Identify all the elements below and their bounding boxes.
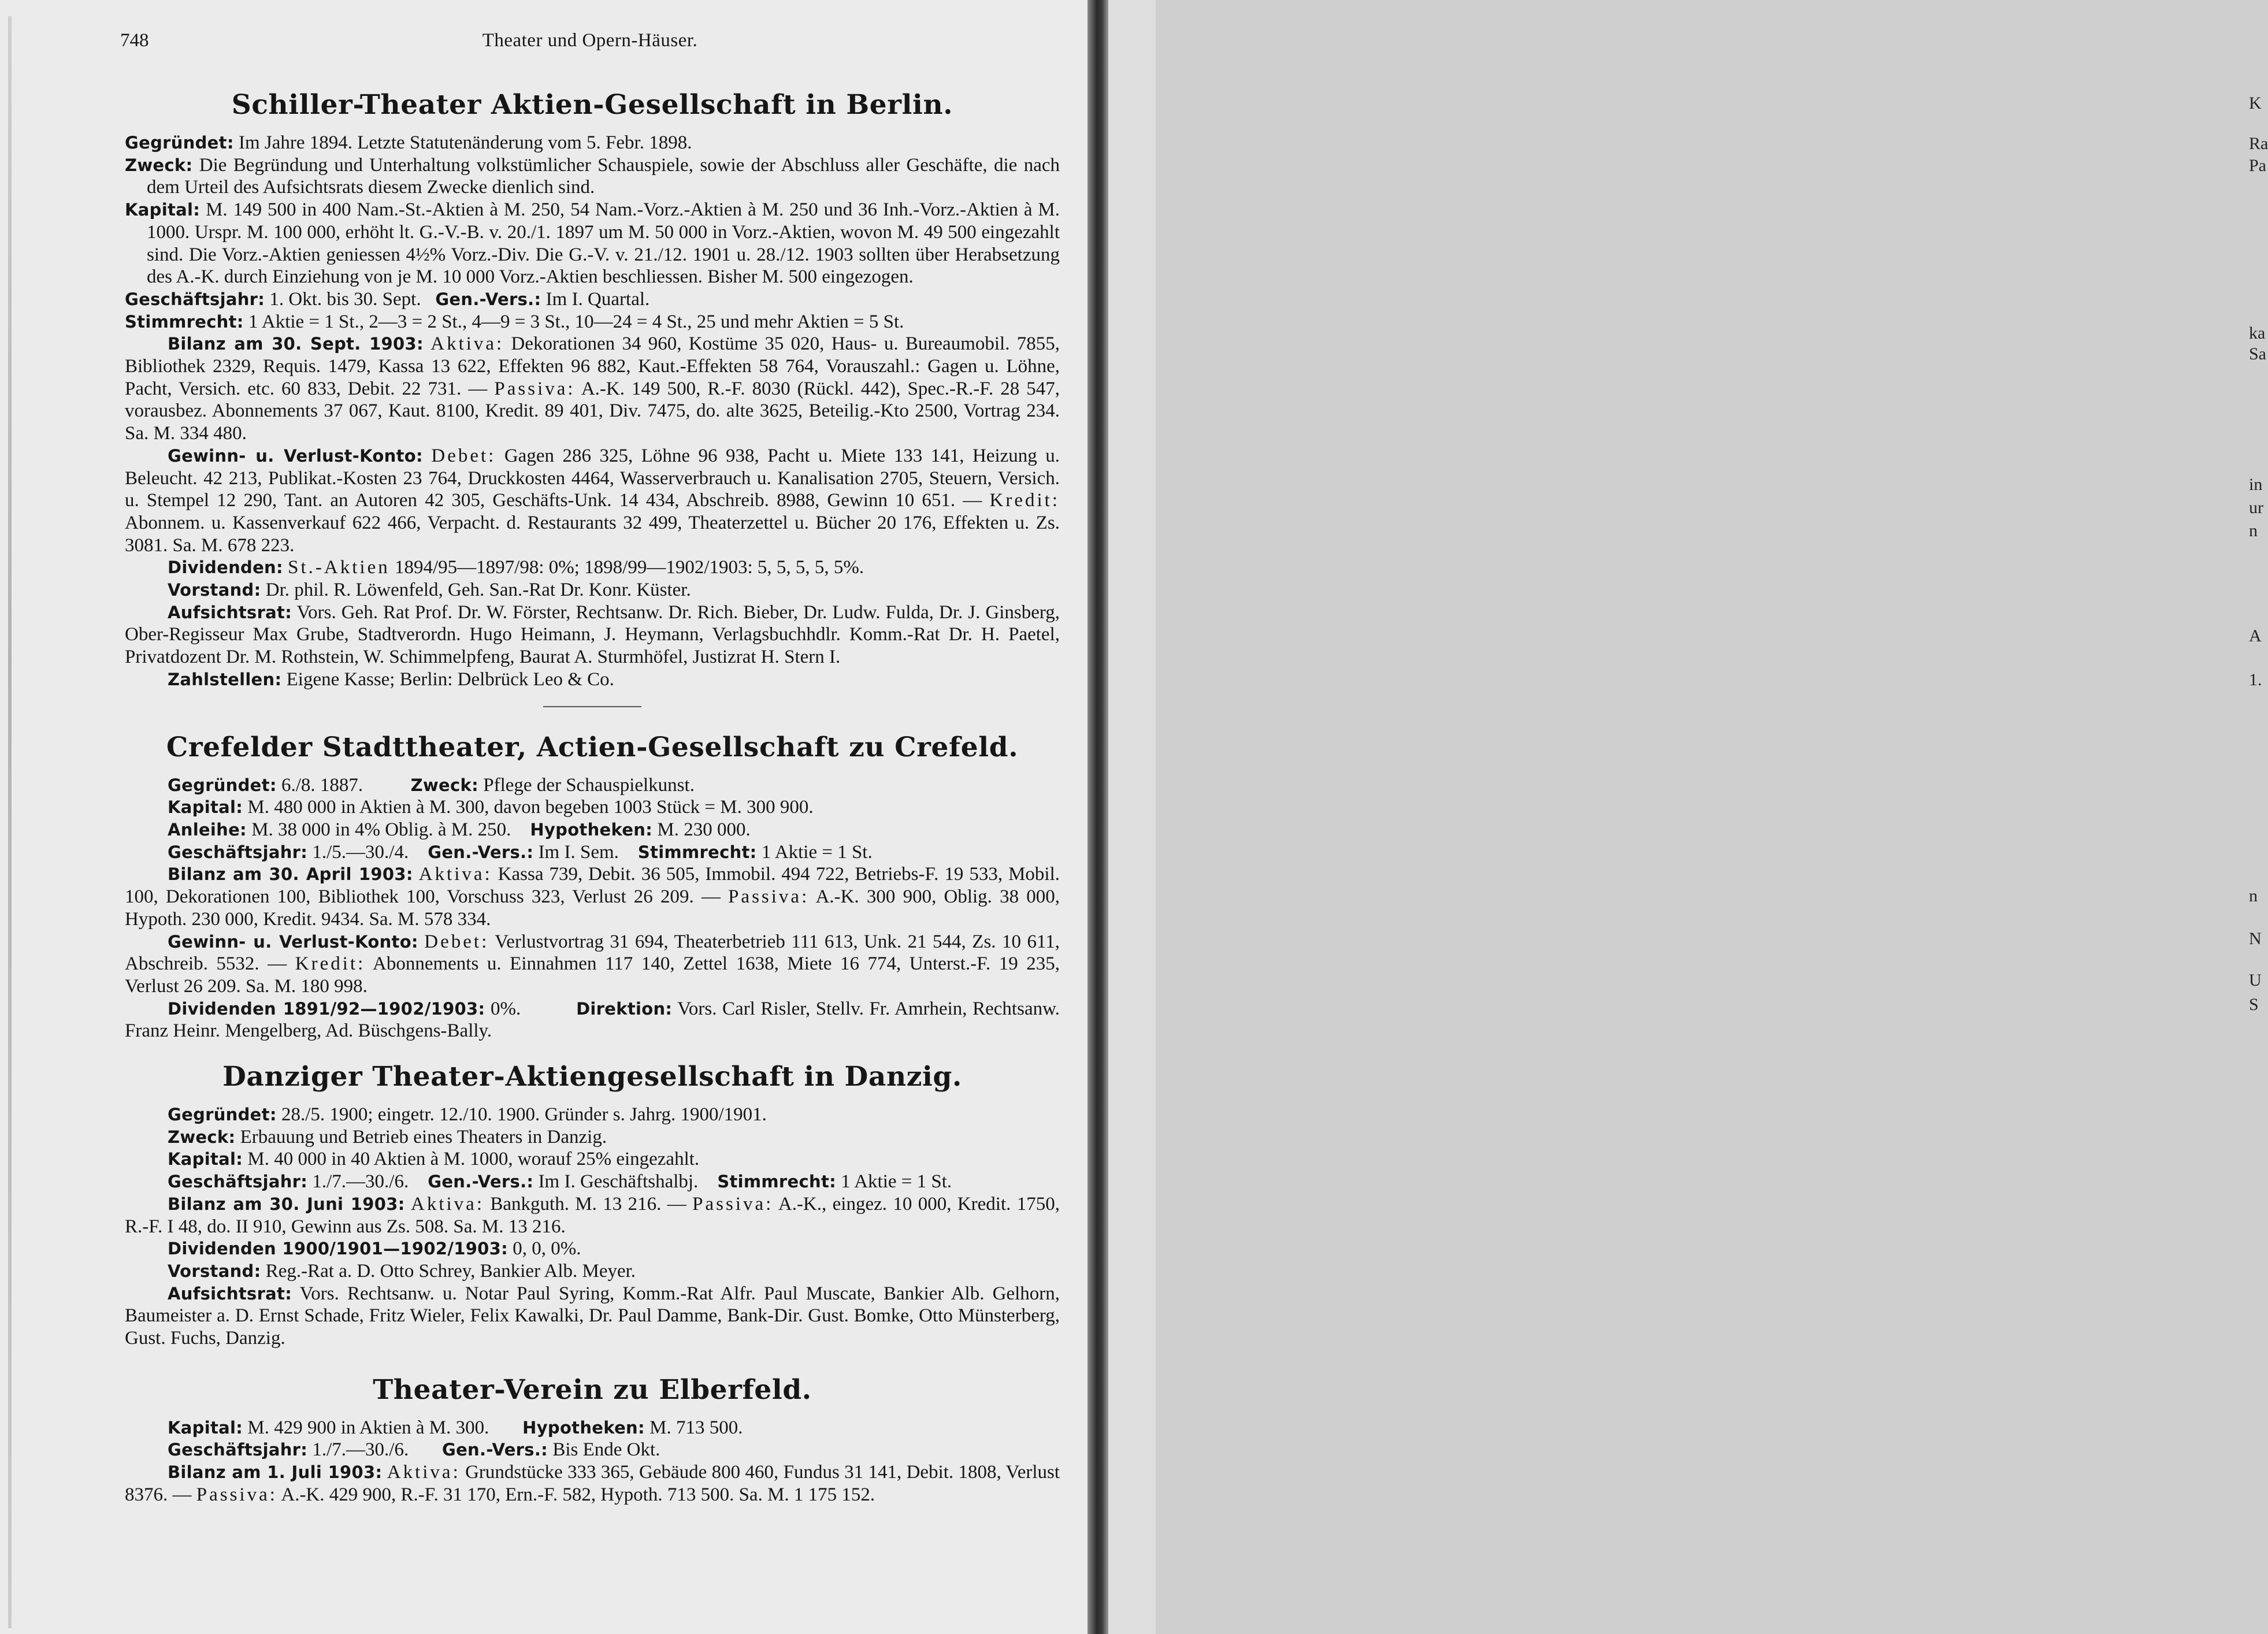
edge-fragment: in [2249, 475, 2263, 494]
stimmrecht-line: Stimmrecht: 1 Aktie = 1 St., 2—3 = 2 St., 4—9 = 3 St., 10—24 = 4 St., 25 und mehr Aktien = 5 St. [125, 311, 904, 332]
kapital-line: Kapital: M. 40 000 in 40 Aktien à M. 1000, worauf 25% eingezahlt. [168, 1149, 700, 1170]
bilanz-paragraph: Bilanz am 30. April 1903: Aktiva: Kassa 739, Debit. 36 505, Immobil. 494 722, Betriebs-F. 19 533, Mobil. 100, Dekorationen 100, Bibliothek 100, Vorschuss 323, Verlust 26 209. — Passiva: A.-K. 300 900, Oblig. 38 000, Hypoth. 230 000, Kredit. 9434. Sa. M. 578 334. [125, 864, 1060, 930]
bilanz-paragraph: Bilanz am 30. Sept. 1903: Aktiva: Dekorationen 34 960, Kostüme 35 020, Haus- u. Bureaumobil. 7855, Bibliothek 2329, Requis. 1479, Kassa 13 622, Effekten 96 882, Kaut.-Effekten 58 764, Vorauszahl.: Gagen u. Löhne, Pacht, Versich. etc. 60 833, Debit. 22 731. — Passiva: A.-K. 149 500, R.-F. 8030 (Rückl. 442), Spec.-R.-F. 28 547, vorausbez. Abonnements 37 067, Kaut. 8100, Kredit. 89 401, Div. 7475, do. alte 3625, Beteilig.-Kto 2500, Vortrag 234. Sa. M. 334 480. [125, 333, 1060, 444]
dividenden-line: Dividenden: St.-Aktien 1894/95—1897/98: 0%; 1898/99—1902/1903: 5, 5, 5, 5, 5%. [168, 557, 864, 578]
entry-title: Crefelder Stadttheater, Actien-Gesellschaft zu Crefeld. [166, 731, 1019, 763]
edge-fragment: Ra [2249, 134, 2268, 153]
book-page [0, 0, 1089, 1634]
edge-fragment: 1. [2249, 670, 2262, 689]
kapital-line: Kapital: M. 429 900 in Aktien à M. 300. Hypotheken: M. 713 500. [168, 1417, 743, 1438]
gegruendet-line: Gegründet: 28./5. 1900; eingetr. 12./10. 1900. Gründer s. Jahrg. 1900/1901. [168, 1104, 767, 1126]
edge-fragment: n [2249, 886, 2258, 905]
edge-fragment: N [2249, 929, 2262, 948]
entry-title: Theater-Verein zu Elberfeld. [373, 1373, 812, 1406]
bilanz-paragraph: Bilanz am 30. Juni 1903: Aktiva: Bankguth. M. 13 216. — Passiva: A.-K., eingez. 10 000, Kredit. 1750, R.-F. I 48, do. II 910, Gewinn aus Zs. 508. Sa. M. 13 216. [125, 1193, 1060, 1237]
geschaeftsjahr-line: Geschäftsjahr: 1. Okt. bis 30. Sept. Gen.-Vers.: Im I. Quartal. [125, 288, 650, 310]
zweck-line: Zweck: Erbauung und Betrieb eines Theaters in Danzig. [168, 1126, 607, 1147]
company-entry-crefelder-stadttheater [125, 730, 1060, 1042]
zahlstellen-line: Zahlstellen: Eigene Kasse; Berlin: Delbrück Leo & Co. [168, 669, 614, 690]
gewinn-verlust-paragraph: Gewinn- u. Verlust-Konto: Debet: Verlustvortrag 31 694, Theaterbetrieb 111 613, Unk. 21 544, Zs. 10 611, Abschreib. 5532. — Kredit: Abonnements u. Einnahmen 117 140, Zettel 1638, Miete 16 774, Unterst.-F. 19 235, Verlust 26 209. Sa. M. 180 998. [125, 931, 1060, 997]
entry-title: Danziger Theater-Aktiengesellschaft in Danzig. [222, 1061, 962, 1093]
edge-fragment: K [2249, 94, 2262, 113]
dividenden-direktion-paragraph: Dividenden 1891/92—1902/1903: 0%. Direktion: Vors. Carl Risler, Stellv. Fr. Amrhein, Rechtsanw. Franz Heinr. Mengelberg, Ad. Büschgens-Bally. [125, 998, 1060, 1042]
page-number: 748 [120, 30, 149, 51]
anleihe-line: Anleihe: M. 38 000 in 4% Oblig. à M. 250. Hypotheken: M. 230 000. [168, 819, 751, 840]
bilanz-paragraph: Bilanz am 1. Juli 1903: Aktiva: Grundstücke 333 365, Gebäude 800 460, Fundus 31 141, Debit. 1808, Verlust 8376. — Passiva: A.-K. 429 900, R.-F. 31 170, Ern.-F. 582, Hypoth. 713 500. Sa. M. 1 175 152. [125, 1462, 1060, 1505]
aufsichtsrat-paragraph: Aufsichtsrat: Vors. Geh. Rat Prof. Dr. W. Förster, Rechtsanw. Dr. Rich. Bieber, Dr. Ludw. Fulda, Dr. J. Ginsberg, Ober-Regisseur Max Grube, Stadtverordn. Hugo Heimann, J. Heymann, Verlagsbuchhdlr. Komm.-Rat Dr. H. Paetel, Privatdozent Dr. M. Rothstein, W. Schimmelpfeng, Baurat A. Sturmhöfel, Justizrat H. Stern I. [125, 601, 1060, 668]
kapital-line: Kapital: M. 480 000 in Aktien à M. 300, davon begeben 1003 Stück = M. 300 900. [168, 797, 814, 818]
entry-title: Schiller-Theater Aktien-Gesellschaft in Berlin. [231, 89, 953, 121]
kapital-line: Kapital: M. 149 500 in 400 Nam.-St.-Aktien à M. 250, 54 Nam.-Vorz.-Aktien à M. 250 und 36 Inh.-Vorz.-Aktien à M. 1000. Urspr. M. 100 000, erhöht lt. G.-V.-B. v. 20./1. 1897 um M. 50 000 in Vorz.-Aktien, wovon M. 49 500 eingezahlt sind. Die Vorz.-Aktien geniessen 4½% Vorz.-Div. Die G.-V. v. 21./12. 1901 u. 28./12. 1903 sollten über Herabsetzung des A.-K. durch Einziehung von je M. 10 000 Vorz.-Aktien beschliessen. Bisher M. 500 eingezogen. [125, 199, 1060, 288]
edge-fragment: n [2249, 521, 2258, 540]
geschaeftsjahr-line: Geschäftsjahr: 1./5.—30./4. Gen.-Vers.: Im I. Sem. Stimmrecht: 1 Aktie = 1 St. [168, 841, 873, 863]
company-entry-danziger-theater [125, 1060, 1060, 1350]
scan-shadow [8, 16, 12, 1628]
edge-fragment: Sa [2249, 344, 2266, 363]
page-content [125, 75, 1060, 1506]
gewinn-verlust-paragraph: Gewinn- u. Verlust-Konto: Debet: Gagen 286 325, Löhne 96 938, Pacht u. Miete 133 141, Heizung u. Beleucht. 42 213, Publikat.-Kosten 23 764, Druckkosten 4464, Wasserverbrauch u. Kanalisation 2705, Steuern, Versich. u. Stempel 12 290, Tant. an Autoren 42 305, Geschäfts-Unk. 14 434, Abschreib. 8988, Gewinn 10 651. — Kredit: Abonnem. u. Kassenverkauf 622 466, Verpacht. d. Restaurants 32 499, Theaterzettel u. Bücher 20 176, Effekten u. Zs. 3081. Sa. M. 678 223. [125, 445, 1060, 556]
edge-fragment: ur [2249, 498, 2263, 517]
company-entry-theater-verein-elberfeld [125, 1373, 1060, 1506]
edge-fragment: U [2249, 971, 2262, 990]
section-divider [543, 706, 641, 707]
geschaeftsjahr-line: Geschäftsjahr: 1./7.—30./6. Gen.-Vers.: Bis Ende Okt. [168, 1439, 660, 1461]
edge-fragment: S [2249, 995, 2259, 1014]
running-head: Theater und Opern-Häuser. [482, 30, 698, 51]
zweck-line: Zweck: Die Begründung und Unterhaltung volkstümlicher Schauspiele, sowie der Abschluss aller Geschäfte, die nach dem Urteil des Aufsichtsrats diesem Zwecke dienlich sind. [125, 154, 1060, 198]
vorstand-line: Vorstand: Dr. phil. R. Löwenfeld, Geh. San.-Rat Dr. Konr. Küster. [168, 580, 691, 601]
geschaeftsjahr-line: Geschäftsjahr: 1./7.—30./6. Gen.-Vers.: Im I. Geschäftshalbj. Stimmrecht: 1 Aktie = 1 St. [168, 1171, 952, 1193]
page-header [120, 30, 1060, 60]
aufsichtsrat-paragraph: Aufsichtsrat: Vors. Rechtsanw. u. Notar Paul Syring, Komm.-Rat Alfr. Paul Muscate, Bankier Alb. Gelhorn, Baumeister a. D. Ernst Schade, Fritz Wieler, Felix Kawalki, Dr. Paul Damme, Bank-Dir. Gust. Bomke, Otto Münsterberg, Gust. Fuchs, Danzig. [125, 1283, 1060, 1349]
company-entry-schiller-theater [125, 88, 1060, 691]
edge-fragment: Pa [2249, 156, 2266, 175]
vorstand-line: Vorstand: Reg.-Rat a. D. Otto Schrey, Bankier Alb. Meyer. [168, 1260, 636, 1282]
book-gutter [1087, 0, 1108, 1634]
dividenden-line: Dividenden 1900/1901—1902/1903: 0, 0, 0%. [168, 1238, 581, 1260]
gegruendet-line: Gegründet: Im Jahre 1894. Letzte Statutenänderung vom 5. Febr. 1898. [125, 132, 692, 153]
edge-fragment: A [2249, 626, 2262, 645]
gegruendet-line: Gegründet: 6./8. 1887. Zweck: Pflege der Schauspielkunst. [168, 774, 695, 796]
adjacent-page-edge [1108, 0, 2268, 1634]
edge-fragment: ka [2249, 324, 2266, 343]
